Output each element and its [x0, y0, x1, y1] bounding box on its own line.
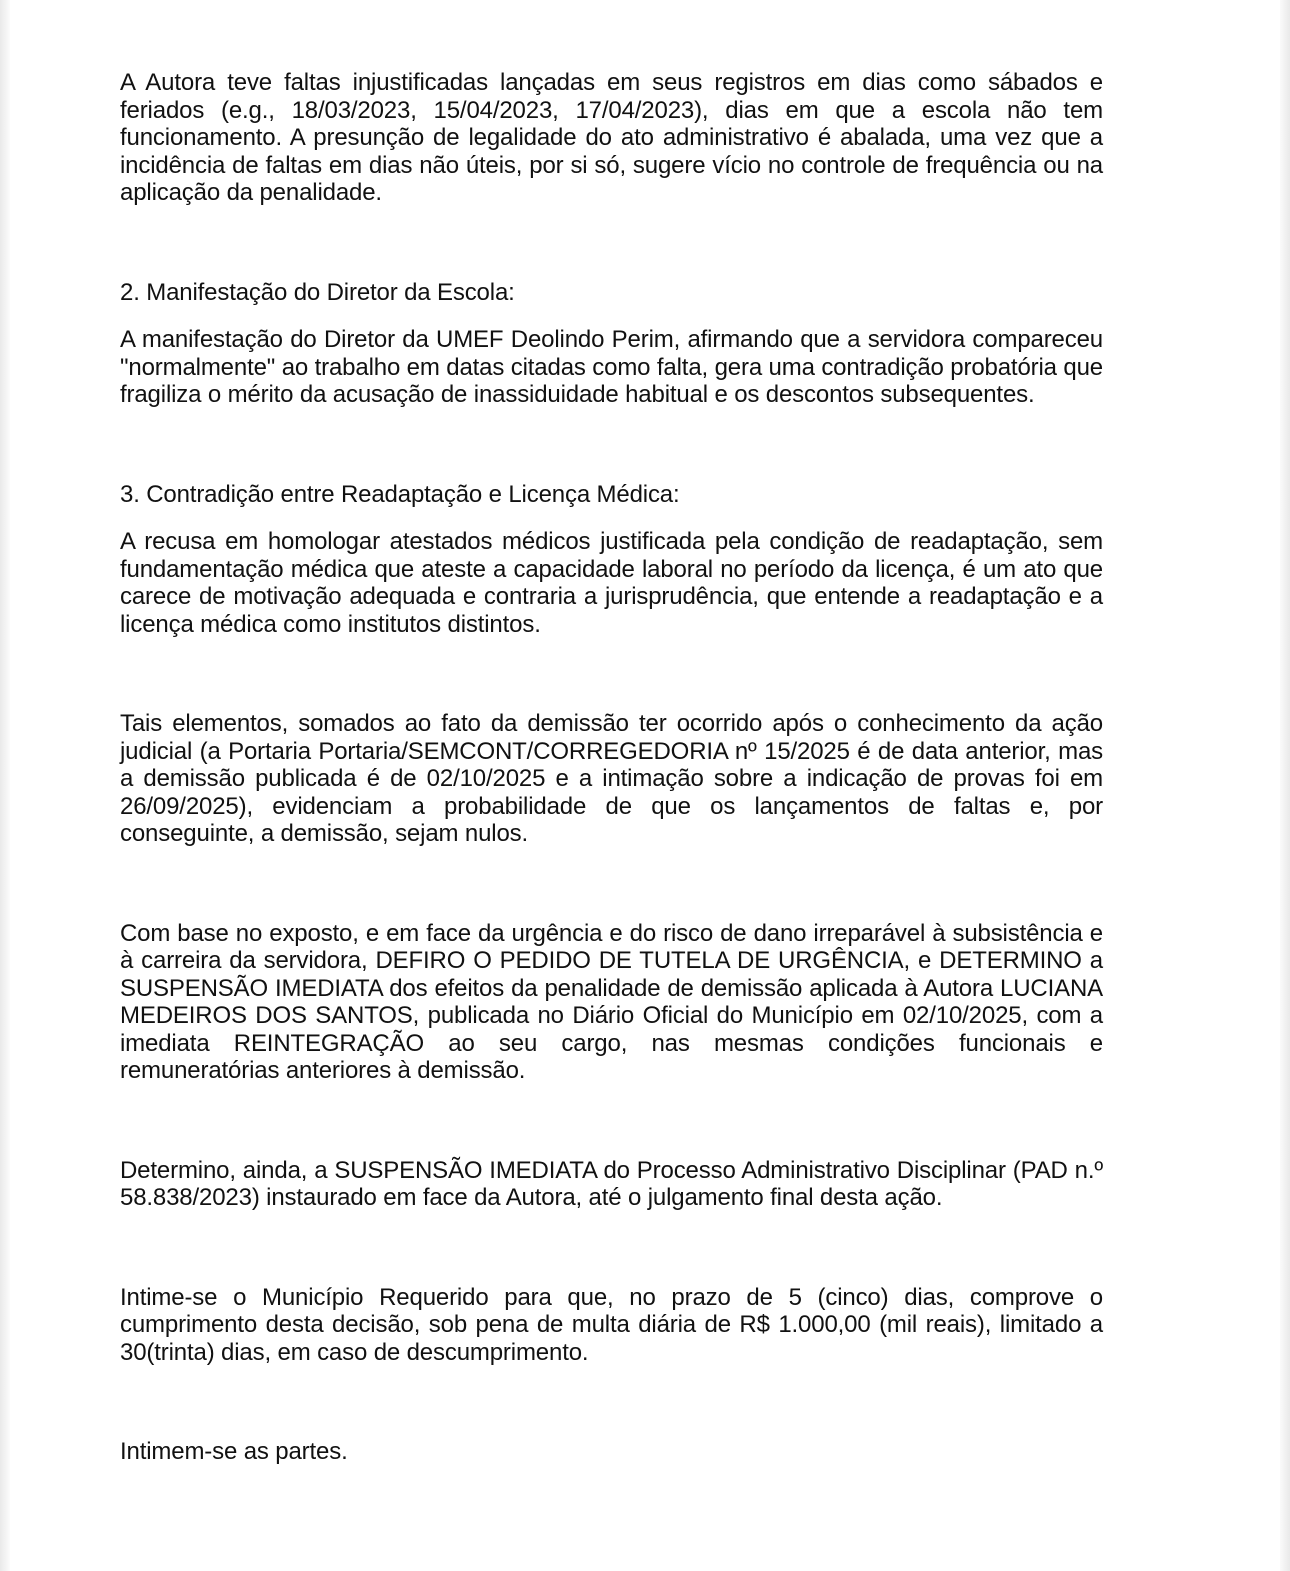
document-page [10, 0, 1280, 1571]
paragraph-recusa-homologar-atestados: A recusa em homologar atestados médicos justificada pela condição de readaptação, sem fundamentação médica que ateste a capacidade laboral no período da licença, é um ato que carece de motivação adequada e contraria a jurisprudência, que entende a readaptação e a licença médica como institutos distintos. [120, 528, 1103, 638]
paragraph-faltas-dias-nao-uteis: A Autora teve faltas injustificadas lançadas em seus registros em dias como sábados e feriados (e.g., 18/03/2023, 15/04/2023, 17/04/2023), dias em que a escola não tem funcionamento. A presunção de legalidade do ato administrativo é abalada, uma vez que a incidência de faltas em dias não úteis, por si só, sugere vício no controle de frequência ou na aplicação da penalidade. [120, 69, 1103, 206]
paragraph-tais-elementos-nulidade: Tais elementos, somados ao fato da demissão ter ocorrido após o conhecimento da ação judicial (a Portaria Portaria/SEMCONT/CORREGEDORIA nº 15/2025 é de data anterior, mas a demissão publicada é de 02/10/2025 e a intimação sobre a indicação de provas foi em 26/09/2025), evidenciam a probabilidade de que os lançamentos de faltas e, por conseguinte, a demissão, sejam nulos. [120, 710, 1103, 847]
paragraph-manifestacao-diretor: A manifestação do Diretor da UMEF Deolindo Perim, afirmando que a servidora compareceu "normalmente" ao trabalho em datas citadas como falta, gera uma contradição probatória que fragiliza o mérito da acusação de inassiduidade habitual e os descontos subsequentes. [120, 326, 1103, 408]
document-content [10, 0, 1280, 1466]
page-right-margin-strip [1280, 0, 1290, 1571]
paragraph-intime-se-municipio-multa: Intime-se o Município Requerido para que, no prazo de 5 (cinco) dias, comprove o cumprimento desta decisão, sob pena de multa diária de R$ 1.000,00 (mil reais), limitado a 30(trinta) dias, em caso de descumprimento. [120, 1283, 1103, 1366]
paragraph-defiro-tutela-urgencia: Com base no exposto, e em face da urgência e do risco de dano irreparável à subsistência e à carreira da servidora, DEFIRO O PEDIDO DE TUTELA DE URGÊNCIA, e DETERMINO a SUSPENSÃO IMEDIATA dos efeitos da penalidade de demissão aplicada à Autora LUCIANA MEDEIROS DOS SANTOS, publicada no Diário Oficial do Município em 02/10/2025, com a imediata REINTEGRAÇÃO ao seu cargo, nas mesmas condições funcionais e remuneratórias anteriores à demissão. [120, 919, 1103, 1084]
heading-manifestacao-diretor: 2. Manifestação do Diretor da Escola: [120, 278, 515, 306]
page-left-margin-strip [0, 0, 10, 1571]
heading-contradicao-readaptacao-licenca: 3. Contradição entre Readaptação e Licença Médica: [120, 480, 680, 508]
paragraph-intimem-se-partes: Intimem-se as partes. [120, 1438, 348, 1465]
paragraph-suspensao-pad: Determino, ainda, a SUSPENSÃO IMEDIATA do Processo Administrativo Disciplinar (PAD n.º 58.838/2023) instaurado em face da Autora, até o julgamento final desta ação. [120, 1156, 1103, 1211]
